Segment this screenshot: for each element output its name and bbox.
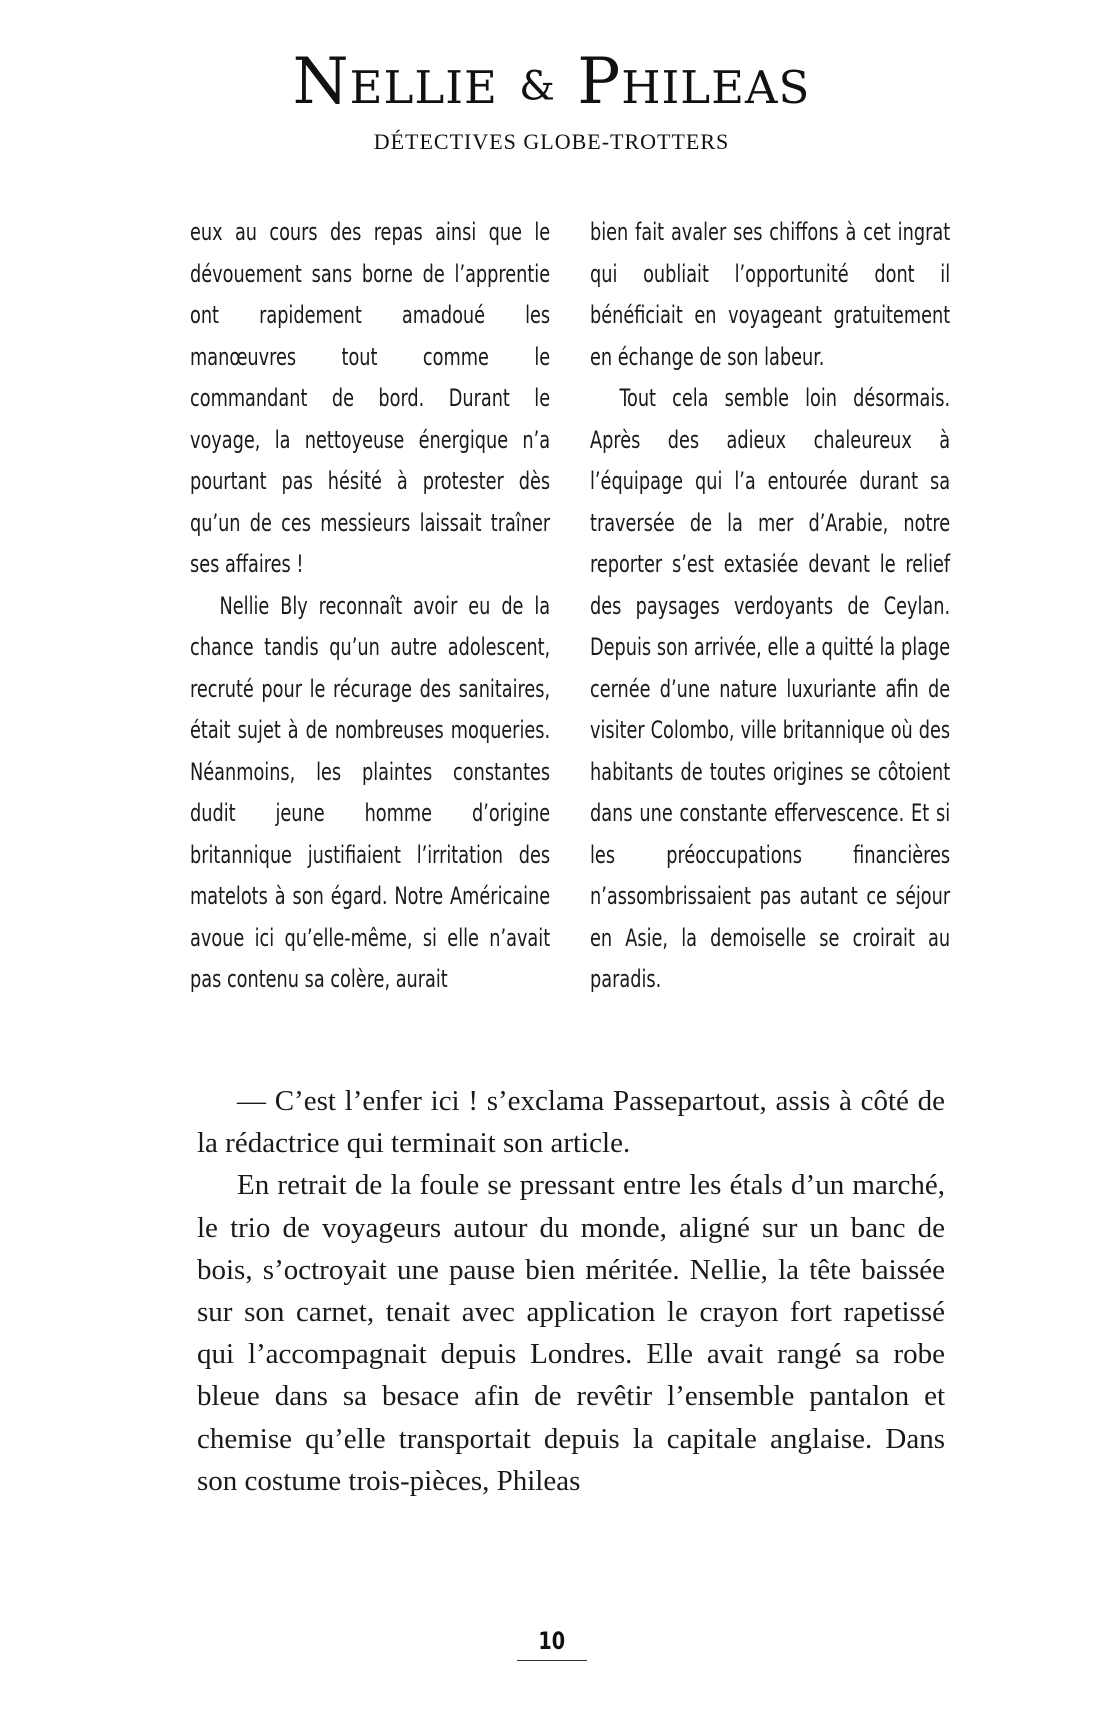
title-nellie: Nellie [292, 45, 498, 119]
article-paragraph: bien fait avaler ses chiffons à cet ingrat qui oubliait l’opportunité dont il bénéficiait en voyageant gratuitement en échange de son labeur. [590, 218, 951, 371]
narrative-paragraph: — C’est l’enfer ici ! s’exclama Passepartout, assis à côté de la rédactrice qui terminait son article. [197, 1085, 945, 1160]
article-column-left [190, 212, 550, 1052]
book-title [0, 40, 1103, 129]
page-number: 10 [538, 1627, 565, 1655]
article-paragraph: Nellie Bly reconnaît avoir eu de la chance tandis qu’un autre adolescent, recruté pour le récurage des sanitaires, était sujet à de nombreuses moqueries. Néanmoins, les plaintes constantes dudit jeune homme d’origine britannique justifiaient l’irritation des matelots à son égard. Notre Américaine avoue ici qu’elle-même, si elle n’avait pas contenu sa colère, aurait [190, 591, 551, 993]
article-column-right [590, 212, 950, 1052]
title-phileas: Phileas [577, 45, 811, 119]
page-footer [0, 1626, 1103, 1661]
article-paragraph: eux au cours des repas ainsi que le dévouement sans borne de l’apprentie ont rapidement amadoué les manœuvres tout comme le commandant de bord. Durant le voyage, la nettoyeuse énergique n’a pourtant pas hésité à protester dès qu’un de ces messieurs laissait traîner ses affaires ! [190, 218, 551, 578]
page-header [0, 40, 1103, 155]
footer-rule [517, 1660, 587, 1661]
narrative-paragraph: En retrait de la foule se pressant entre les étals d’un marché, le trio de voyageurs autour du monde, aligné sur un banc de bois, s’octroyait une pause bien méritée. Nellie, la tête baissée sur son carnet, tenait avec application le crayon fort rapetissé qui l’accompagnait depuis Londres. Elle avait rangé sa robe bleue dans sa besace afin de revêtir l’ensemble pantalon et chemise qu’elle transportait depuis la capitale anglaise. Dans son costume trois-pièces, Phileas [197, 1169, 945, 1497]
narrative-text [197, 1080, 945, 1502]
newspaper-article-columns [190, 212, 950, 1052]
article-paragraph: Tout cela semble loin désormais. Après des adieux chaleureux à l’équipage qui l’a entourée durant sa traversée de la mer d’Arabie, notre reporter s’est extasiée devant le relief des paysages verdoyants de Ceylan. Depuis son arrivée, elle a quitté la plage cernée d’une nature luxuriante afin de visiter Colombo, ville britannique où des habitants de toutes origines se côtoient dans une constante effervescence. Et si les préoccupations financières n’assombrissaient pas autant ce séjour en Asie, la demoiselle se croirait au paradis. [590, 384, 951, 993]
book-subtitle: DÉTECTIVES GLOBE-TROTTERS [373, 128, 730, 154]
title-ampersand: & [519, 63, 556, 110]
